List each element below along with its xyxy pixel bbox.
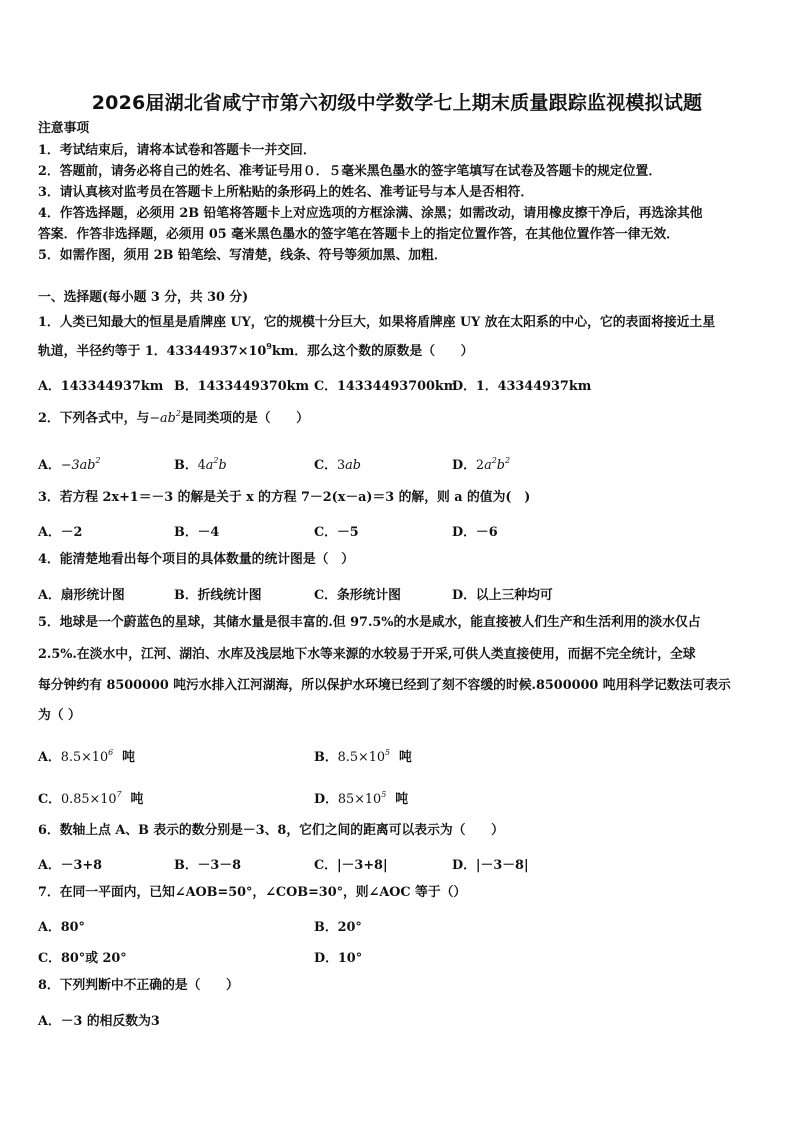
q4-option-d: D．以上三种均可 bbox=[452, 588, 553, 603]
question-2-stem: 2．下列各式中，与$-ab^2$是同类项的是（ ） bbox=[38, 409, 309, 426]
notice-item: 4．作答选择题，必须用 2B 铅笔将答题卡上对应选项的方框涂满、涂黑；如需改动，请用橡皮擦干净后，再选涂其他 bbox=[38, 206, 703, 221]
page-title: 2026届湖北省咸宁市第六初级中学数学七上期末质量跟踪监视模拟试题 bbox=[91, 92, 703, 114]
q5-option-d: D．$85\times 10^5$ 吨 bbox=[314, 790, 409, 807]
q3-option-c: C．－5 bbox=[314, 525, 359, 540]
q4-option-a: A．扇形统计图 bbox=[38, 588, 125, 603]
q2-option-c: C．3ab bbox=[314, 458, 361, 473]
q7-option-c: C．80°或 20° bbox=[38, 951, 127, 966]
notice-item: 2．答题前，请务必将自己的姓名、准考证号用０．５毫米黑色墨水的签字笔填写在试卷及答题卡的规定位置． bbox=[38, 164, 662, 179]
q6-option-b: B．－3－8 bbox=[174, 858, 242, 873]
notice-heading: 注意事项 bbox=[38, 121, 90, 136]
question-5-stem-line3: 每分钟约有 8500000 吨污水排入江河湖海，所以保护水环境已经到了刻不容缓的时候.8500000 吨用科学记数法可表示 bbox=[38, 678, 731, 693]
q7-option-d: D．10° bbox=[314, 951, 363, 966]
notice-item: 3．请认真核对监考员在答题卡上所粘贴的条形码上的姓名、准考证号与本人是否相符． bbox=[38, 185, 534, 200]
q5-option-b: B．$8.5\times 10^5$ 吨 bbox=[314, 748, 412, 765]
question-3-stem: 3．若方程 2x+1＝－3 的解是关于 x 的方程 7－2(x－a)＝3 的解，则 a 的值为( ) bbox=[38, 490, 531, 505]
question-1-stem: 1．人类已知最大的恒星是盾牌座 UY，它的规模十分巨大，如果将盾牌座 UY 放在太阳系的中心，它的表面将接近土星 bbox=[38, 315, 716, 330]
question-8-stem: 8．下列判断中不正确的是（ ） bbox=[38, 978, 239, 993]
q7-option-b: B．20° bbox=[314, 920, 362, 935]
q6-option-d: D．|－3－8| bbox=[452, 858, 529, 873]
q2-option-a: A．$-3ab^2$ bbox=[38, 456, 101, 473]
q1-option-c: C．14334493700km bbox=[314, 379, 458, 394]
question-4-stem: 4．能清楚地看出每个项目的具体数量的统计图是（ ） bbox=[38, 552, 355, 567]
q6-option-c: C．|－3+8| bbox=[314, 858, 388, 873]
q5-option-c: C．$0.85\times 10^7$ 吨 bbox=[38, 790, 144, 807]
q3-option-d: D．－6 bbox=[452, 525, 498, 540]
q2-option-d: D．$2a^2b^2$ bbox=[452, 456, 511, 473]
q8-option-a: A．－3 的相反数为3 bbox=[38, 1014, 160, 1029]
question-5-stem-line2: 2.5%.在淡水中，江河、湖泊、水库及浅层地下水等来源的水较易于开采,可供人类直接使用，而据不完全统计，全球 bbox=[38, 647, 696, 662]
q6-option-a: A．－3+8 bbox=[38, 858, 103, 873]
q4-option-c: C．条形统计图 bbox=[314, 588, 401, 603]
q1-option-d: D．1．43344937km bbox=[452, 379, 592, 394]
q3-option-a: A．－2 bbox=[38, 525, 83, 540]
q2-option-b: B．$4a^2b$ bbox=[174, 456, 227, 473]
section-heading: 一、选择题(每小题 3 分，共 30 分) bbox=[38, 290, 249, 305]
q1-option-a: A．143344937km bbox=[38, 379, 164, 394]
question-5-stem: 5．地球是一个蔚蓝色的星球，其储水量是很丰富的.但 97.5%的水是咸水，能直接被人们生产和生活利用的淡水仅占 bbox=[38, 615, 701, 630]
notice-item: 5．如需作图，须用 2B 铅笔绘、写清楚，线条、符号等须加黑、加粗． bbox=[38, 248, 447, 263]
question-1-stem-line2: 轨道，半径约等于 1．$43344937\times 10^9km$．那么这个数的原数是（ ） bbox=[38, 341, 474, 359]
question-6-stem: 6．数轴上点 A、B 表示的数分别是－3、8，它们之间的距离可以表示为（ ） bbox=[38, 823, 504, 838]
question-7-stem: 7．在同一平面内，已知∠AOB=50°，∠COB=30°，则∠AOC 等于（） bbox=[38, 885, 467, 900]
q3-option-b: B．－4 bbox=[174, 525, 220, 540]
q1-option-b: B．1433449370km bbox=[174, 379, 310, 394]
notice-item: 1．考试结束后，请将本试卷和答题卡一并交回． bbox=[38, 143, 316, 158]
question-5-stem-line4: 为（ ） bbox=[38, 708, 81, 723]
q4-option-b: B．折线统计图 bbox=[174, 588, 262, 603]
q7-option-a: A．80° bbox=[38, 920, 85, 935]
notice-item: 答案．作答非选择题，必须用 05 毫米黑色墨水的签字笔在答题卡上的指定位置作答，在其他位置作答一律无效． bbox=[38, 227, 679, 242]
q5-option-a: A．$8.5\times 10^6$ 吨 bbox=[38, 748, 135, 765]
